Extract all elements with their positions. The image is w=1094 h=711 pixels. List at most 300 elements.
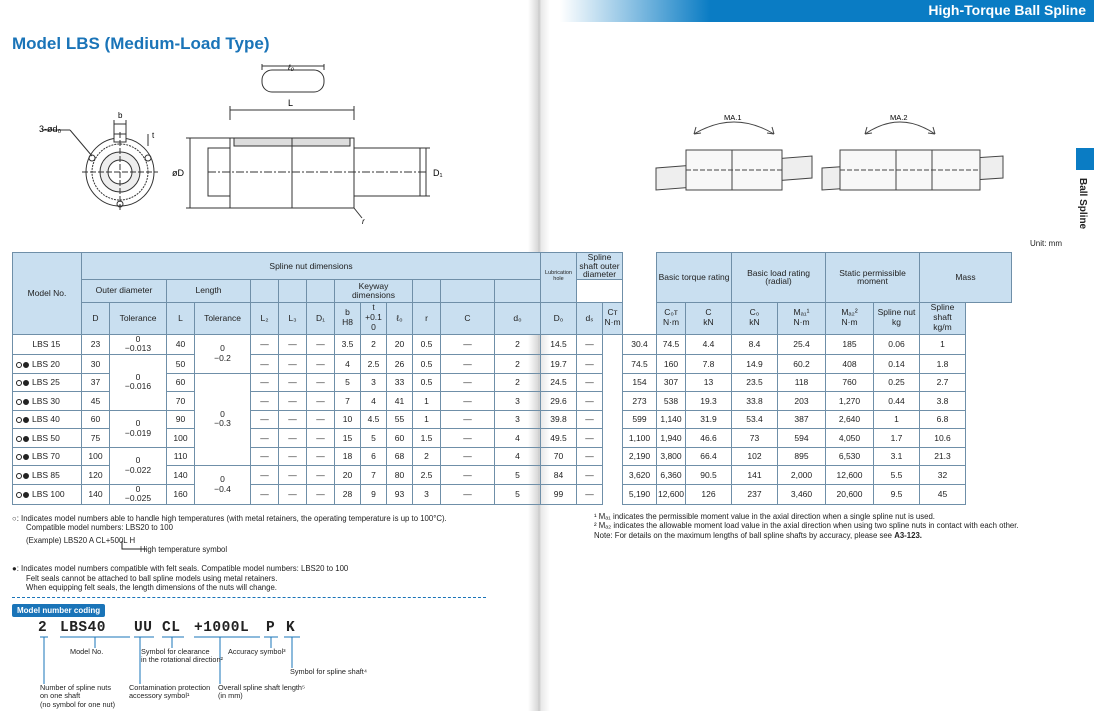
cell-L: 70 xyxy=(167,392,195,411)
od-tol-4-b: −0.025 xyxy=(124,493,152,504)
cell-t: 3 xyxy=(361,373,387,392)
coding-lines xyxy=(0,0,520,711)
cell-C0: 14.9 xyxy=(732,355,778,374)
th-t-a: t xyxy=(372,302,375,313)
th-D: D xyxy=(82,302,110,334)
len-tol-1-a: 0 xyxy=(220,408,225,419)
cell-L2: — xyxy=(251,355,279,374)
cell-D: 100 xyxy=(82,447,110,466)
cell-Ma1: 60.2 xyxy=(778,355,826,374)
th-ds: dₛ xyxy=(577,302,603,334)
cell-C0: 8.4 xyxy=(732,334,778,355)
section-banner xyxy=(710,0,1094,22)
cell-l0: 60 xyxy=(387,429,413,448)
cell-D1: — xyxy=(307,484,335,505)
th-C0-b: kN xyxy=(749,317,760,327)
cell-b: 5 xyxy=(335,373,361,392)
cell-C0t: 307 xyxy=(657,373,686,392)
cell-L: 110 xyxy=(167,447,195,466)
cell-D: 120 xyxy=(82,466,110,485)
cell-Do: 70 xyxy=(541,447,577,466)
th-Ma2 xyxy=(826,302,874,334)
cell-gap xyxy=(603,447,623,466)
len-tol-2-b: −0.4 xyxy=(214,484,231,495)
cell-l0: 55 xyxy=(387,410,413,429)
th-Cr xyxy=(686,302,732,334)
len-tol-1-b: −0.3 xyxy=(214,418,231,429)
cell-C0t: 1,140 xyxy=(657,410,686,429)
cell-t: 2 xyxy=(361,334,387,355)
len-tol-2-a: 0 xyxy=(220,474,225,485)
th-gap xyxy=(623,253,657,335)
note-example: (Example) LBS20 A CL+500L H xyxy=(26,535,136,545)
cell-C: — xyxy=(441,373,495,392)
cell-d0: 3 xyxy=(495,392,541,411)
th-nut-dims: Spline nut dimensions xyxy=(82,253,541,280)
th-C0-a: C₀ xyxy=(749,307,760,318)
section-title: High-Torque Ball Spline xyxy=(928,2,1086,18)
model-no: LBS 40 xyxy=(32,414,60,425)
cell-d0: 2 xyxy=(495,355,541,374)
cell-L2: — xyxy=(251,392,279,411)
cell-D: 30 xyxy=(82,355,110,374)
cell-Ct: 1,100 xyxy=(623,429,657,448)
cell-mnut: 0.06 xyxy=(874,334,920,355)
th-mnut-a: Spline nut xyxy=(877,307,916,318)
cell-D: 37 xyxy=(82,373,110,392)
cell-L2: — xyxy=(251,447,279,466)
note-length-ref[interactable]: A3-123. xyxy=(894,530,922,540)
cell-C: 31.9 xyxy=(686,410,732,429)
cell-r: 0.5 xyxy=(413,373,441,392)
od-tol-3-a: 0 xyxy=(135,454,141,465)
th-outer: Outer diameter xyxy=(82,279,167,302)
cell-L: 40 xyxy=(167,334,195,355)
th-Do: D₀ xyxy=(541,302,577,334)
banner-fade xyxy=(560,0,710,22)
cell-Ct: 599 xyxy=(623,410,657,429)
label-ma1: MA.1 xyxy=(724,113,742,122)
model-no: LBS 70 xyxy=(32,451,60,462)
th-mshaft-a: Spline shaft xyxy=(930,302,955,323)
cell-mnut: 0.14 xyxy=(874,355,920,374)
cell-mshaft: 45 xyxy=(920,484,966,505)
model-no: LBS 85 xyxy=(32,469,60,480)
cell-ds: — xyxy=(577,484,603,505)
label-accuracy: Accuracy symbol³ xyxy=(228,647,286,656)
cell-L: 60 xyxy=(167,373,195,392)
label-b: b xyxy=(118,111,123,120)
cell-l0: 20 xyxy=(387,334,413,355)
th-mshaft xyxy=(920,302,966,334)
cell-ds: — xyxy=(577,373,603,392)
label-contam: Contamination protection accessory symbol¹ xyxy=(129,683,211,701)
cell-r: 2 xyxy=(413,447,441,466)
od-tol-0-b: −0.013 xyxy=(124,343,152,354)
cell-b: 4 xyxy=(335,355,361,374)
notes-right xyxy=(594,512,1019,540)
cell-L2: — xyxy=(251,484,279,505)
cell-L: 50 xyxy=(167,355,195,374)
cell-Do: 49.5 xyxy=(541,429,577,448)
th-keyway: Keyway dimensions xyxy=(335,279,413,302)
th-Ct-b: N·m xyxy=(604,317,621,327)
cell-mnut: 0.25 xyxy=(874,373,920,392)
cell-C: 19.3 xyxy=(686,392,732,411)
model-no: LBS 50 xyxy=(32,432,60,443)
th-L2: L₂ xyxy=(251,302,279,334)
cell-Ct: 74.5 xyxy=(623,355,657,374)
cell-Ct: 2,190 xyxy=(623,447,657,466)
cell-C: 13 xyxy=(686,373,732,392)
cell-t: 6 xyxy=(361,447,387,466)
th-length: Length xyxy=(167,279,251,302)
cell-gap xyxy=(603,355,623,374)
cell-L3: — xyxy=(279,410,307,429)
cell-mnut: 5.5 xyxy=(874,466,920,485)
cell-D1: — xyxy=(307,410,335,429)
th-static: Static permissible moment xyxy=(826,253,920,303)
note-felt-3: When equipping felt seals, the length dimensions of the nuts will change. xyxy=(26,583,277,593)
cell-L: 160 xyxy=(167,484,195,505)
cell-Ct: 30.4 xyxy=(623,334,657,355)
cell-C0t: 538 xyxy=(657,392,686,411)
th-mshaft-b: kg/m xyxy=(933,321,952,332)
label-D1: D₁ xyxy=(433,168,443,178)
th-tol: Tolerance xyxy=(110,302,167,334)
cell-C: 7.8 xyxy=(686,355,732,374)
cell-mshaft: 32 xyxy=(920,466,966,485)
cell-D1: — xyxy=(307,447,335,466)
note-felt-2: Felt seals cannot be attached to ball spline models using metal retainers. xyxy=(26,573,278,583)
od-tol-4-a: 0 xyxy=(135,483,141,494)
cell-r: 3 xyxy=(413,484,441,505)
cell-ds: — xyxy=(577,429,603,448)
th-L: L xyxy=(167,302,195,334)
cell-C0t: 3,800 xyxy=(657,447,686,466)
cell-C0t: 6,360 xyxy=(657,466,686,485)
len-tol-0-b: −0.2 xyxy=(214,352,231,363)
page-title: Model LBS (Medium-Load Type) xyxy=(12,34,270,53)
moment-drawing-2 xyxy=(820,108,1005,198)
cell-D1: — xyxy=(307,334,335,355)
cell-ds: — xyxy=(577,392,603,411)
cell-Do: 99 xyxy=(541,484,577,505)
cell-ds: — xyxy=(577,410,603,429)
cell-C0t: 160 xyxy=(657,355,686,374)
od-tol-0-a: 0 xyxy=(135,333,141,344)
cell-D1: — xyxy=(307,429,335,448)
th-l0: ℓ₀ xyxy=(387,302,413,334)
th-model: Model No. xyxy=(13,253,82,335)
th-Cr-a: C xyxy=(705,307,712,318)
od-tol-3-b: −0.022 xyxy=(124,464,152,475)
cell-b: 20 xyxy=(335,466,361,485)
cell-C0: 33.8 xyxy=(732,392,778,411)
cell-mshaft: 2.7 xyxy=(920,373,966,392)
th-b-b: H8 xyxy=(342,317,353,327)
cell-C: — xyxy=(441,392,495,411)
cell-t: 4 xyxy=(361,392,387,411)
cell-l0: 33 xyxy=(387,373,413,392)
th-b-a: b xyxy=(345,307,350,318)
model-no: LBS 25 xyxy=(32,377,60,388)
side-label: Ball Spline xyxy=(1077,178,1088,230)
th-torque: Basic torque rating xyxy=(657,253,732,303)
cell-mnut: 1.7 xyxy=(874,429,920,448)
code-shaft: K xyxy=(286,620,296,636)
cell-r: 1.5 xyxy=(413,429,441,448)
coding-badge: Model number coding xyxy=(12,604,105,617)
cell-Do: 19.7 xyxy=(541,355,577,374)
cell-C: — xyxy=(441,466,495,485)
th-Cr-b: kN xyxy=(703,317,714,327)
cell-L2: — xyxy=(251,410,279,429)
th-Ma2-a: Mₐ₂² xyxy=(841,307,858,318)
cell-ds: — xyxy=(577,447,603,466)
cell-Do: 39.8 xyxy=(541,410,577,429)
label-r: r xyxy=(362,217,365,226)
cell-Ct: 5,190 xyxy=(623,484,657,505)
cell-L3: — xyxy=(279,373,307,392)
cell-mnut: 3.1 xyxy=(874,447,920,466)
label-L: L xyxy=(288,98,294,108)
cell-mnut: 1 xyxy=(874,410,920,429)
cell-gap xyxy=(603,373,623,392)
cell-r: 0.5 xyxy=(413,334,441,355)
cell-ds: — xyxy=(577,334,603,355)
cell-L3: — xyxy=(279,355,307,374)
cell-L3: — xyxy=(279,484,307,505)
th-lub: Lubrication hole xyxy=(541,253,577,303)
cell-C: 90.5 xyxy=(686,466,732,485)
th-C0t-a: C₀ᴛ xyxy=(664,307,678,318)
moment-drawing-1 xyxy=(654,108,814,198)
th-C: C xyxy=(441,302,495,334)
cell-b: 3.5 xyxy=(335,334,361,355)
cell-b: 28 xyxy=(335,484,361,505)
code-nuts: 2 xyxy=(38,620,48,636)
th-C0t-b: N·m xyxy=(662,317,680,327)
cell-b: 7 xyxy=(335,392,361,411)
cell-r: 1 xyxy=(413,392,441,411)
th-Ma1 xyxy=(778,302,826,334)
note-length xyxy=(594,531,1019,540)
cell-mshaft: 1.8 xyxy=(920,355,966,374)
cell-mnut: 0.44 xyxy=(874,392,920,411)
code-clearance: CL xyxy=(162,620,181,636)
cell-ds: — xyxy=(577,466,603,485)
cell-l0: 93 xyxy=(387,484,413,505)
cell-L3: — xyxy=(279,429,307,448)
cell-d0: 2 xyxy=(495,334,541,355)
th-mnut xyxy=(874,302,920,334)
cell-Ct: 273 xyxy=(623,392,657,411)
cell-d0: 5 xyxy=(495,466,541,485)
th-t-c: 0 xyxy=(371,321,376,332)
cell-C: 126 xyxy=(686,484,732,505)
cell-C: 46.6 xyxy=(686,429,732,448)
cell-t: 4.5 xyxy=(361,410,387,429)
cell-r: 0.5 xyxy=(413,355,441,374)
th-Ma1-a: Mₐ₁¹ xyxy=(793,307,810,318)
cell-gap xyxy=(603,429,623,448)
cell-L: 90 xyxy=(167,410,195,429)
cell-L3: — xyxy=(279,466,307,485)
note-length-text: Note: For details on the maximum lengths of ball spline shafts by accuracy, please see xyxy=(594,530,893,540)
label-ma2: MA.2 xyxy=(890,113,908,122)
note-ht-2: Compatible model numbers: LBS20 to 100 xyxy=(26,523,173,533)
label-3d0: 3-ød₀ xyxy=(39,124,62,134)
od-tol-1-b: −0.016 xyxy=(124,381,152,392)
model-no: LBS 15 xyxy=(32,339,61,350)
unit-label: Unit: mm xyxy=(1030,239,1062,248)
len-tol-0-a: 0 xyxy=(220,342,225,353)
cell-Ct: 154 xyxy=(623,373,657,392)
label-D: øD xyxy=(172,168,184,178)
cell-Ma2: 760 xyxy=(826,373,874,392)
model-no: LBS 20 xyxy=(32,358,60,369)
th-r: r xyxy=(413,302,441,334)
cell-L2: — xyxy=(251,429,279,448)
cell-Do: 29.6 xyxy=(541,392,577,411)
cell-gap xyxy=(603,484,623,505)
cell-C: 66.4 xyxy=(686,447,732,466)
th-Ma2-b: N·m xyxy=(841,317,858,327)
cell-C: — xyxy=(441,355,495,374)
cell-L: 140 xyxy=(167,466,195,485)
th-radial: Basic load rating (radial) xyxy=(732,253,826,303)
th-mass: Mass xyxy=(920,253,1012,303)
cell-b: 15 xyxy=(335,429,361,448)
cell-t: 5 xyxy=(361,429,387,448)
cell-L3: — xyxy=(279,334,307,355)
cell-Ct: 3,620 xyxy=(623,466,657,485)
cell-d0: 5 xyxy=(495,484,541,505)
label-shaft: Symbol for spline shaft⁴ xyxy=(290,667,367,676)
cell-L3: — xyxy=(279,392,307,411)
cell-mshaft: 10.6 xyxy=(920,429,966,448)
cell-C0: 73 xyxy=(732,429,778,448)
th-C0 xyxy=(732,302,778,334)
cell-l0: 41 xyxy=(387,392,413,411)
cell-r: 1 xyxy=(413,410,441,429)
th-L3: L₃ xyxy=(279,302,307,334)
label-clearance: Symbol for clearance in the rotational direction² xyxy=(141,647,223,665)
cell-mshaft: 1 xyxy=(920,334,966,355)
od-tol-1-a: 0 xyxy=(135,371,141,382)
cell-d0: 3 xyxy=(495,410,541,429)
cell-l0: 26 xyxy=(387,355,413,374)
cell-C: — xyxy=(441,334,495,355)
cell-Ma1: 203 xyxy=(778,392,826,411)
cell-C0t: 74.5 xyxy=(657,334,686,355)
cell-Ma1: 895 xyxy=(778,447,826,466)
cell-l0: 68 xyxy=(387,447,413,466)
cell-D1: — xyxy=(307,466,335,485)
cell-d0: 2 xyxy=(495,373,541,392)
cell-C0t: 1,940 xyxy=(657,429,686,448)
cell-Ma2: 2,640 xyxy=(826,410,874,429)
cell-Do: 84 xyxy=(541,466,577,485)
th-Ct xyxy=(603,302,623,334)
cell-Do: 14.5 xyxy=(541,334,577,355)
cell-d0: 4 xyxy=(495,447,541,466)
th-t-b: +0.1 xyxy=(365,312,382,323)
cell-Ma1: 387 xyxy=(778,410,826,429)
od-tol-2-b: −0.019 xyxy=(124,427,152,438)
cell-C0: 141 xyxy=(732,466,778,485)
cell-D: 140 xyxy=(82,484,110,505)
cell-Ma1: 25.4 xyxy=(778,334,826,355)
cell-Ma1: 594 xyxy=(778,429,826,448)
cell-t: 9 xyxy=(361,484,387,505)
cell-gap xyxy=(603,392,623,411)
cell-C: 4.4 xyxy=(686,334,732,355)
cell-C: — xyxy=(441,484,495,505)
cell-D1: — xyxy=(307,392,335,411)
cell-b: 10 xyxy=(335,410,361,429)
cell-L3: — xyxy=(279,447,307,466)
cell-gap xyxy=(603,334,623,355)
cell-C0: 102 xyxy=(732,447,778,466)
cell-d0: 4 xyxy=(495,429,541,448)
cell-D: 23 xyxy=(82,334,110,355)
th-mnut-b: kg xyxy=(892,317,901,327)
cell-mshaft: 3.8 xyxy=(920,392,966,411)
label-t: t xyxy=(152,131,155,140)
cell-t: 7 xyxy=(361,466,387,485)
note-ma1: ¹ Mₐ₁ indicates the permissible moment value in the axial direction when a single spline nut is used. xyxy=(594,512,935,521)
cell-Ma2: 1,270 xyxy=(826,392,874,411)
code-model: LBS40 xyxy=(60,620,107,636)
th-tol2: Tolerance xyxy=(195,302,251,334)
cell-Ma2: 408 xyxy=(826,355,874,374)
cell-L2: — xyxy=(251,373,279,392)
model-no: LBS 100 xyxy=(32,489,65,500)
cell-Ma2: 6,530 xyxy=(826,447,874,466)
note-ht-1: ○: Indicates model numbers able to handle high temperatures (with metal retainers, the operating temperature is up to 100°C). xyxy=(12,514,447,523)
note-felt-1: ●: Indicates model numbers compatible with felt seals. Compatible model numbers: LBS20 to 100 xyxy=(12,564,349,574)
cell-Ma1: 3,460 xyxy=(778,484,826,505)
cell-C0: 23.5 xyxy=(732,373,778,392)
cell-Ma2: 185 xyxy=(826,334,874,355)
label-nuts: Number of spline nuts on one shaft (no symbol for one nut) xyxy=(40,683,116,709)
cell-Ma2: 20,600 xyxy=(826,484,874,505)
cell-D: 75 xyxy=(82,429,110,448)
code-accuracy: P xyxy=(266,620,276,636)
cell-C: — xyxy=(441,410,495,429)
label-length: Overall spline shaft length⁵ (in mm) xyxy=(218,683,305,701)
model-no: LBS 30 xyxy=(32,395,60,406)
cell-Do: 24.5 xyxy=(541,373,577,392)
cell-t: 2.5 xyxy=(361,355,387,374)
cell-gap xyxy=(603,466,623,485)
cell-D: 45 xyxy=(82,392,110,411)
cell-C0t: 12,600 xyxy=(657,484,686,505)
code-contam: UU xyxy=(134,620,153,636)
cell-L2: — xyxy=(251,466,279,485)
cell-L2: — xyxy=(251,334,279,355)
cell-mnut: 9.5 xyxy=(874,484,920,505)
cell-r: 2.5 xyxy=(413,466,441,485)
cell-Ma2: 4,050 xyxy=(826,429,874,448)
cell-D1: — xyxy=(307,373,335,392)
cell-Ma1: 2,000 xyxy=(778,466,826,485)
cell-C: — xyxy=(441,447,495,466)
cell-b: 18 xyxy=(335,447,361,466)
note-ma2: ² Mₐ₂ indicates the allowable moment load value in the axial direction when using two spline nuts in contact with each other. xyxy=(594,521,1019,531)
